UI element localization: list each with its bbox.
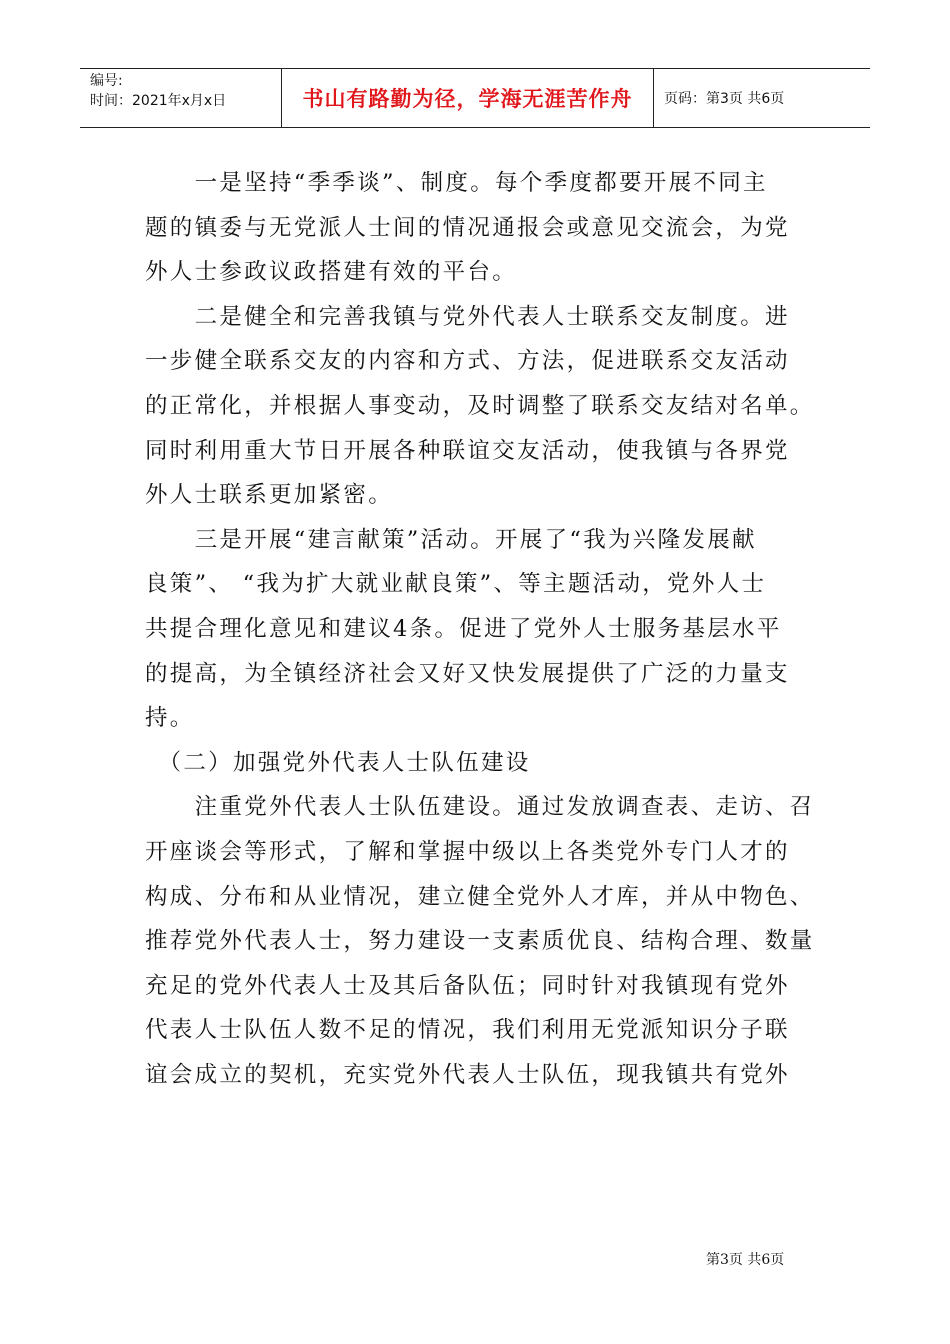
body-line: 共提合理化意见和建议4条。促进了党外人士服务基层水平 [145,615,782,642]
header-motto: 书山有路勤为径，学海无涯苦作舟 [282,69,654,127]
body-line: 代表人士队伍人数不足的情况，我们利用无党派知识分子联 [145,1017,790,1044]
document-date-label: 时间：2021年x月x日 [90,93,227,109]
body-line: 持。 [145,705,195,732]
body-line: 同时利用重大节日开展各种联谊交友活动，使我镇与各界党 [145,437,790,464]
body-line: 外人士联系更加紧密。 [145,482,394,509]
body-line: 开座谈会等形式，了解和掌握中级以上各类党外专门人才的 [145,838,790,865]
footer-page-info: 第3页 共6页 [706,1252,785,1268]
body-line: 三是开展“建言献策”活动。开展了“我为兴隆发展献 [145,526,757,553]
body-line: 外人士参政议政搭建有效的平台。 [145,259,518,286]
body-line: 题的镇委与无党派人士间的情况通报会或意见交流会，为党 [145,214,790,241]
body-line: 推荐党外代表人士，努力建设一支素质优良、结构合理、数量 [145,928,815,955]
header-page-info: 页码：第3页 共6页 [664,91,785,107]
body-line: 一步健全联系交友的内容和方式、方法，促进联系交友活动 [145,348,790,375]
body-line: 良策”、 “我为扩大就业献良策”、等主题活动，党外人士 [145,571,767,598]
body-line: 谊会成立的契机，充实党外代表人士队伍，现我镇共有党外 [145,1061,790,1088]
body-line: 二是健全和完善我镇与党外代表人士联系交友制度。进 [145,303,790,330]
body-line: 一是坚持“季季谈”、制度。每个季度都要开展不同主 [145,170,768,196]
body-line: 构成、分布和从业情况，建立健全党外人才库，并从中物色、 [145,883,815,910]
section-heading: （二）加强党外代表人士队伍建设 [145,749,531,776]
body-line: 的正常化，并根据人事变动，及时调整了联系交友结对名单。 [145,392,815,419]
body-line: 注重党外代表人士队伍建设。通过发放调查表、走访、召 [145,794,815,821]
document-body [145,161,815,1097]
document-header [80,68,870,128]
body-line: 的提高，为全镇经济社会又好又快发展提供了广泛的力量支 [145,660,790,687]
header-meta [80,69,282,127]
document-number-label: 编号: [90,73,123,89]
body-line: 充足的党外代表人士及其后备队伍；同时针对我镇现有党外 [145,972,790,999]
